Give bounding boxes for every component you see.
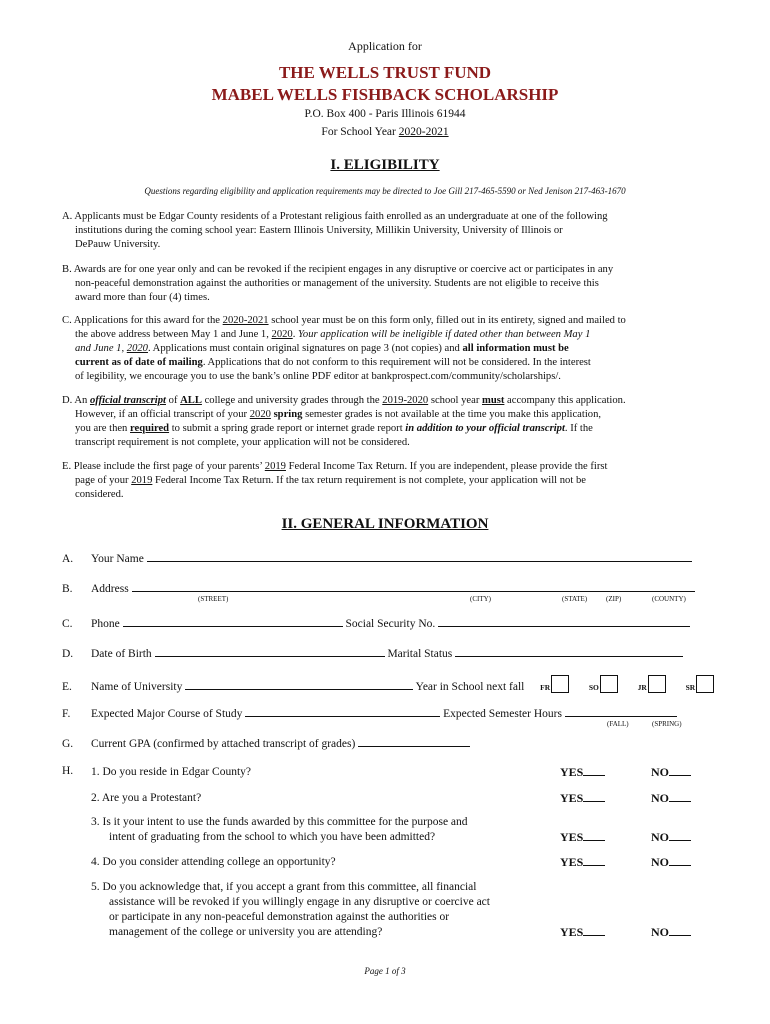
- dob-field[interactable]: [155, 645, 385, 657]
- so-checkbox[interactable]: [600, 675, 618, 693]
- address-field[interactable]: [132, 580, 695, 592]
- jr-checkbox[interactable]: [648, 675, 666, 693]
- eligibility-item-b: B. Awards are for one year only and can be revoked if the recipient engages in any disruptive or coercive act or participates in any non-peaceful demonstration against the authorities or management of the university. Students are not eligible to receive this award more than four (4) times.: [62, 264, 614, 303]
- q2-no-blank[interactable]: [669, 789, 691, 802]
- name-field[interactable]: [147, 550, 692, 562]
- sr-checkbox[interactable]: [696, 675, 714, 693]
- university-row: E. Name of University Year in School next fall FR SO JR SR: [62, 675, 714, 693]
- q4-yes-blank[interactable]: [583, 853, 605, 866]
- major-row: F. Expected Major Course of Study Expected Semester Hours: [62, 705, 677, 720]
- page-number: Page 1 of 3: [364, 966, 406, 976]
- q1-yes-blank[interactable]: [583, 763, 605, 776]
- q2-yes-blank[interactable]: [583, 789, 605, 802]
- q1-no-blank[interactable]: [669, 763, 691, 776]
- section-h-letter: H.: [62, 765, 74, 777]
- phone-field[interactable]: [123, 615, 343, 627]
- q5-no: NO: [651, 923, 691, 940]
- ssn-field[interactable]: [438, 615, 690, 627]
- q1-no: NO: [651, 763, 691, 780]
- question-1: 1. Do you reside in Edgar County?: [91, 766, 252, 778]
- spring-caption: (SPRING): [652, 720, 682, 728]
- address-row: B. Address: [62, 580, 695, 595]
- marital-status-field[interactable]: [455, 645, 683, 657]
- fall-caption: (FALL): [607, 720, 629, 728]
- q3-no: NO: [651, 828, 691, 845]
- fund-title: THE WELLS TRUST FUND: [278, 63, 492, 82]
- scholarship-title: MABEL WELLS FISHBACK SCHOLARSHIP: [211, 85, 559, 104]
- mailing-address: P.O. Box 400 - Paris Illinois 61944: [304, 108, 466, 120]
- section-eligibility-heading: I. ELIGIBILITY: [330, 157, 440, 173]
- gpa-field[interactable]: [358, 735, 470, 747]
- q4-no-blank[interactable]: [669, 853, 691, 866]
- contact-note: Questions regarding eligibility and application requirements may be directed to Joe Gill 217-465-5590 or Ned Jenison 217-463-1670: [144, 186, 626, 196]
- semester-hours-field[interactable]: [565, 705, 677, 717]
- question-4: 4. Do you consider attending college an opportunity?: [91, 856, 336, 868]
- eligibility-item-c: C. Applications for this award for the 2020-2021 school year must be on this form only, filled out in its entirety, signed and mailed to the above address between May 1 and June 1, 2020. Your application will be ineligible if dated other than between May 1 and June 1, 2020. Applications must contain original signatures on page 3 (not copies) and all information must be current as of date of mailing. Applications that do not conform to this requirement will not be considered. In the interest of legibility, we encourage you to use the bank’s online PDF editor at bankprospect.com/community/scholarships/.: [62, 315, 626, 382]
- question-3: 3. Is it your intent to use the funds awarded by this committee for the purpose and intent of graduating from the school to which you have been admitted?: [91, 816, 468, 843]
- eligibility-item-d: D. An official transcript of ALL college and university grades through the 2019-2020 school year must accompany this application. However, if an official transcript of your 2020 spring semester grades is not available at the time you make this application, you are then required to submit a spring grade report or internet grade report in addition to your official transcript. If the transcript requirement is not complete, your application will not be considered.: [62, 395, 626, 448]
- city-caption: (CITY): [470, 595, 491, 603]
- fr-checkbox[interactable]: [551, 675, 569, 693]
- q3-yes: YES: [560, 828, 605, 845]
- q5-yes-blank[interactable]: [583, 923, 605, 936]
- q1-yes: YES: [560, 763, 605, 780]
- eligibility-item-e: E. Please include the first page of your parents’ 2019 Federal Income Tax Return. If you are independent, please provide the first page of your 2019 Federal Income Tax Return. If the tax return requirement is not complete, your application will not be considered.: [62, 461, 608, 500]
- q2-yes: YES: [560, 789, 605, 806]
- q3-yes-blank[interactable]: [583, 828, 605, 841]
- application-for-label: Application for: [348, 39, 422, 53]
- street-caption: (STREET): [198, 595, 229, 603]
- q5-yes: YES: [560, 923, 605, 940]
- zip-caption: (ZIP): [606, 595, 622, 603]
- major-field[interactable]: [245, 705, 440, 717]
- state-caption: (STATE): [562, 595, 588, 603]
- dob-row: D. Date of Birth Marital Status: [62, 645, 683, 660]
- eligibility-item-a: A. Applicants must be Edgar County residents of a Protestant religious faith enrolled as an undergraduate at one of the following institutions during the coming school year: Eastern Illinois University, Millikin University, University of Illinois or DePauw University.: [62, 211, 608, 250]
- q4-yes: YES: [560, 853, 605, 870]
- university-field[interactable]: [185, 678, 413, 690]
- q4-no: NO: [651, 853, 691, 870]
- school-year: For School Year 2020-2021: [321, 126, 449, 138]
- name-row: A. Your Name: [62, 550, 692, 565]
- question-2: 2. Are you a Protestant?: [91, 792, 202, 804]
- gpa-row: G. Current GPA (confirmed by attached transcript of grades): [62, 735, 470, 750]
- phone-row: C. Phone Social Security No.: [62, 615, 690, 630]
- question-5: 5. Do you acknowledge that, if you accept a grant from this committee, all financial assistance will be revoked if you willingly engage in any disruptive or coercive act or participate in any non-peaceful demonstration against the authorities or management of the college or university you are attending?: [91, 881, 490, 938]
- q5-no-blank[interactable]: [669, 923, 691, 936]
- q2-no: NO: [651, 789, 691, 806]
- county-caption: (COUNTY): [652, 595, 686, 603]
- section-general-info-heading: II. GENERAL INFORMATION: [281, 516, 489, 532]
- q3-no-blank[interactable]: [669, 828, 691, 841]
